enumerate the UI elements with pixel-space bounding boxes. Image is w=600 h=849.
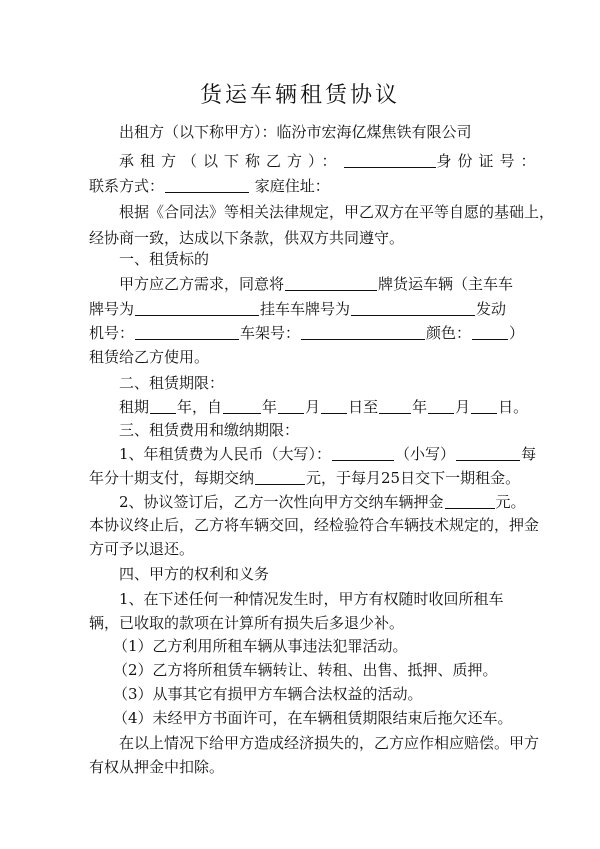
- s1-text-f: 机号：: [89, 324, 135, 342]
- s4-item-1: （1）乙方利用所租车辆从事违法犯罪活动。: [113, 637, 408, 655]
- s2-month-label-1: 月: [305, 398, 321, 416]
- lessor-name: 临汾市宏海亿煤焦铁有限公司: [276, 123, 472, 141]
- section-2-heading: 二、租赁期限：: [119, 374, 225, 392]
- deposit-blank: [445, 493, 495, 509]
- s1-text-a: 甲方应乙方需求，同意将: [119, 275, 285, 293]
- s2-year-label-2: 年: [262, 398, 278, 416]
- section-4-heading: 四、甲方的权利和义务: [119, 565, 270, 583]
- s4-item-2: （2）乙方将所租赁车辆转让、转租、出售、抵押、质押。: [113, 661, 498, 679]
- start-month-blank: [278, 398, 304, 414]
- s3-p2-line-1: [119, 492, 526, 512]
- s1-text-c: 牌号为: [89, 300, 135, 318]
- engine-number-blank: [135, 324, 239, 340]
- s2-year-label-1: 年: [177, 398, 193, 416]
- s3-p1-text-b: （小写）: [395, 445, 456, 463]
- s1-line-3: [89, 323, 525, 343]
- s3-p2-text-b: 元。: [495, 493, 526, 511]
- start-year-blank: [223, 398, 261, 414]
- rent-uppercase-blank: [332, 445, 394, 461]
- s2-month-label-2: 月: [455, 398, 471, 416]
- s4-p1-line-1: 1、在下述任何一种情况发生时，甲方有权随时收回所租车: [119, 590, 504, 608]
- term-years-blank: [150, 398, 176, 414]
- s3-p1-line-2: [89, 468, 519, 488]
- frame-number-blank: [301, 324, 425, 340]
- intro-line-2: 经协商一致，达成以下条款，供双方共同遵守。: [89, 229, 405, 247]
- document-title: 货运车辆租赁协议: [199, 83, 400, 108]
- lessee-id-label: 身份证号：: [436, 152, 542, 170]
- s1-text-e: 发动: [476, 300, 507, 318]
- s2-from-label: ，自: [192, 398, 223, 416]
- plate-type-blank: [285, 275, 377, 291]
- lessee-label: 承租方（以下称乙方）：: [119, 152, 343, 170]
- s2-year-label-3: 年: [412, 398, 428, 416]
- s1-line-1: [119, 274, 519, 294]
- lessee-name-blank: [344, 152, 436, 168]
- color-blank: [472, 324, 508, 340]
- s4-p1-line-2: 辆，已收取的款项在计算所有损失后多退少补。: [89, 614, 405, 632]
- s3-p1-text-c: 每: [521, 445, 537, 463]
- installment-blank: [255, 469, 305, 485]
- s3-p1-text-d: 年分十期支付，每期交纳: [89, 469, 255, 487]
- lessee-line: [119, 151, 542, 171]
- s3-p2-line-3: 方可予以退还。: [89, 540, 195, 558]
- s1-text-b: 牌货运车辆（主车车: [378, 275, 514, 293]
- contact-line: [89, 176, 519, 196]
- s4-item-4: （4）未经甲方书面许可，在车辆租赁期限结束后拖欠还车。: [113, 709, 513, 727]
- address-label: 家庭住址：: [254, 177, 330, 195]
- contact-blank: [165, 177, 249, 193]
- s3-p1-line-1: [119, 444, 537, 464]
- s4-p2-line-1: 在以上情况下给甲方造成经济损失的，乙方应作相应赔偿。甲方: [119, 734, 540, 752]
- intro-line-1: 根据《合同法》等相关法律规定，甲乙双方在平等自愿的基础上，: [119, 203, 555, 221]
- s3-p1-text-e: 元，于每月25日交下一期租金。: [306, 469, 521, 487]
- contact-label: 联系方式：: [89, 177, 165, 195]
- section-1-heading: 一、租赁标的: [119, 250, 210, 268]
- rent-lowercase-blank: [456, 445, 520, 461]
- s1-text-d: 挂车车牌号为: [260, 300, 351, 318]
- end-year-blank: [379, 398, 411, 414]
- s4-item-3: （3）从事其它有损甲方车辆合法权益的活动。: [113, 685, 423, 703]
- trailer-plate-blank: [351, 300, 475, 316]
- lessor-label: 出租方（以下称甲方）：: [119, 123, 277, 141]
- s1-line-4: 租赁给乙方使用。: [89, 348, 210, 366]
- s1-text-h: 颜色：: [426, 324, 472, 342]
- s2-term-line: [119, 397, 529, 417]
- s2-end-label: 日。: [498, 398, 529, 416]
- s1-line-2: [89, 299, 519, 319]
- s3-p2-line-2: 本协议终止后，乙方将车辆交回，经检验符合车辆技术规定的，押金: [89, 516, 540, 534]
- s1-text-g: 车架号：: [240, 324, 301, 342]
- s1-text-i: ）: [509, 324, 525, 342]
- s2-term-label: 租期: [119, 398, 150, 416]
- s2-to-label: 日至: [348, 398, 379, 416]
- end-day-blank: [471, 398, 497, 414]
- start-day-blank: [321, 398, 347, 414]
- s3-p1-text-a: 1、年租赁费为人民币（大写）：: [119, 445, 332, 463]
- s3-p2-text-a: 2、协议签订后，乙方一次性向甲方交纳车辆押金: [119, 493, 444, 511]
- end-month-blank: [428, 398, 454, 414]
- main-plate-blank: [135, 300, 259, 316]
- section-3-heading: 三、租赁费用和缴纳期限：: [119, 421, 300, 439]
- lessor-line: [119, 122, 519, 142]
- s4-p2-line-2: 有权从押金中扣除。: [89, 758, 225, 776]
